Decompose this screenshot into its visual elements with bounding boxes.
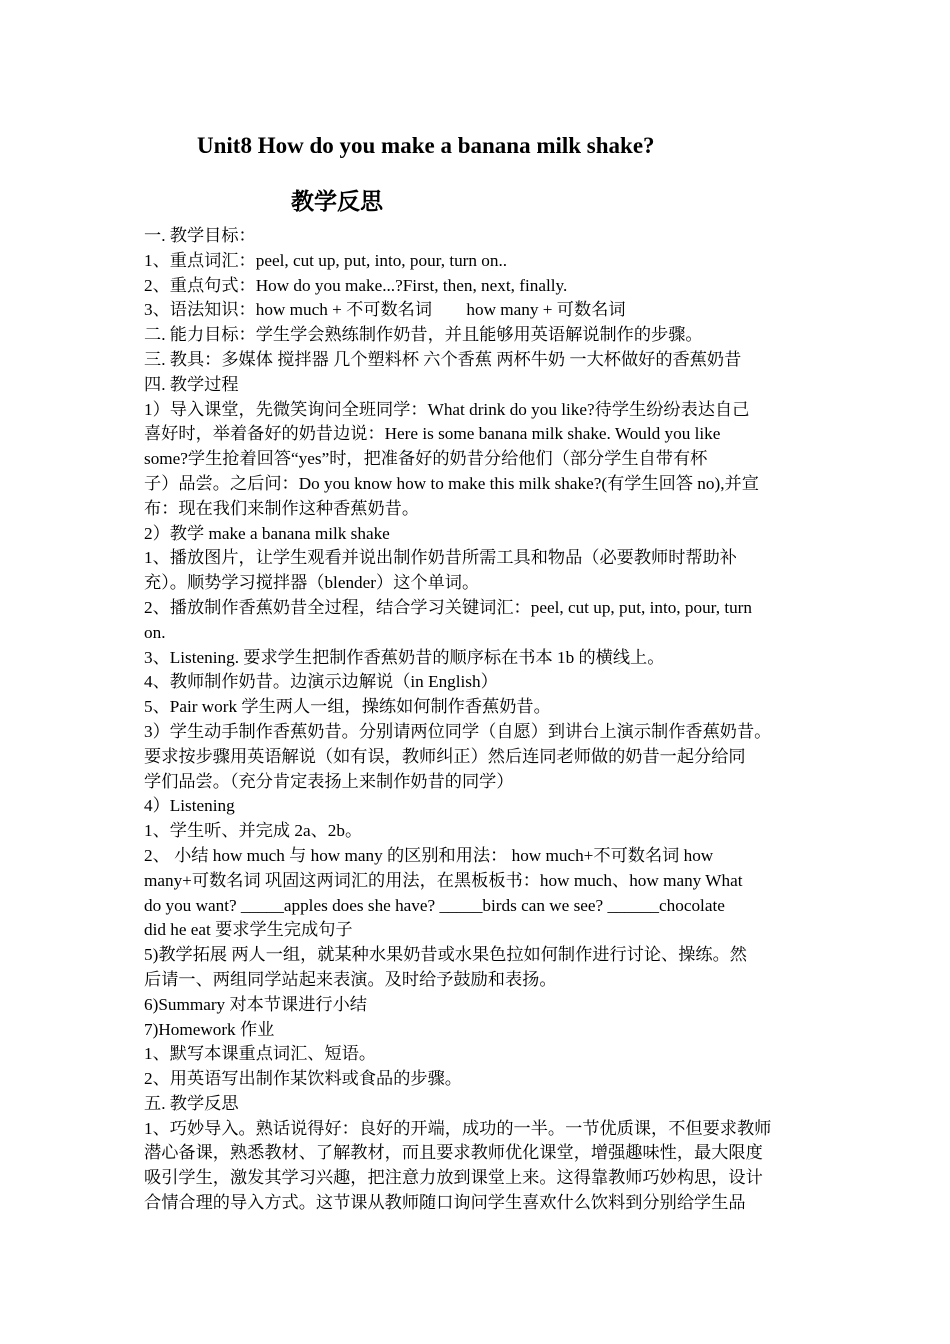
text-line: 2）教学 make a banana milk shake	[144, 523, 390, 543]
text-line: 布：现在我们来制作这种香蕉奶昔。	[144, 498, 420, 518]
text-line: 二. 能力目标：学生学会熟练制作奶昔，并且能够用英语解说制作的步骤。	[144, 325, 703, 345]
text-line: on.	[144, 622, 166, 642]
text-line: 子）品尝。之后问：Do you know how to make this milk shake?(有学生回答 no),并宣	[144, 473, 759, 493]
text-line: 潜心备课，熟悉教材、了解教材，而且要求教师优化课堂，增强趣味性，最大限度	[144, 1143, 763, 1163]
text-line: 2、播放制作香蕉奶昔全过程，结合学习关键词汇：peel, cut up, put, into, pour, turn	[144, 597, 753, 617]
text-line: 五. 教学反思	[144, 1093, 239, 1113]
document-title: Unit8 How do you make a banana milk shake?	[197, 133, 655, 158]
text-line: 一. 教学目标：	[144, 226, 256, 245]
text-line: 要求按步骤用英语解说（如有误，教师纠正）然后连同老师做的奶昔一起分给同	[144, 746, 746, 766]
text-line: 3、语法知识：how much + 不可数名词 how many + 可数名词	[144, 300, 626, 320]
text-line: 2、重点句式：How do you make...?First, then, next, finally.	[144, 275, 568, 295]
text-line: 5)教学拓展 两人一组，就某种水果奶昔或水果色拉如何制作进行讨论、操练。然	[144, 945, 747, 965]
text-line: 2、 小结 how much 与 how many 的区别和用法： how much+不可数名词 how	[144, 845, 714, 865]
text-line: 5、Pair work 学生两人一组，操练如何制作香蕉奶昔。	[144, 697, 551, 717]
text-line: 3）学生动手制作香蕉奶昔。分别请两位同学（自愿）到讲台上演示制作香蕉奶昔。	[144, 721, 772, 741]
text-line: do you want? _____apples does she have? _____birds can we see? ______chocolate	[144, 895, 725, 915]
text-line: 3、Listening. 要求学生把制作香蕉奶昔的顺序标在书本 1b 的横线上。	[144, 647, 665, 667]
text-line: 三. 教具：多媒体 搅拌器 几个塑料杯 六个香蕉 两杯牛奶 一大杯做好的香蕉奶昔	[144, 349, 742, 369]
text-line: 1、默写本课重点词汇、短语。	[144, 1044, 377, 1064]
text-line: 充）。顺势学习搅拌器（blender）这个单词。	[144, 573, 480, 593]
text-line: 合情合理的导入方式。这节课从教师随口询问学生喜欢什么饮料到分别给学生品	[144, 1193, 746, 1213]
text-line: 1、播放图片，让学生观看并说出制作奶昔所需工具和物品（必要教师时帮助补	[144, 548, 737, 568]
text-line: 后请一、两组同学站起来表演。及时给予鼓励和表扬。	[144, 969, 557, 989]
text-line: 1、巧妙导入。熟话说得好：良好的开端，成功的一半。一节优质课，不但要求教师	[144, 1118, 772, 1138]
text-line: 7)Homework 作业	[144, 1019, 275, 1039]
text-line: did he eat 要求学生完成句子	[144, 920, 353, 940]
text-line: 6)Summary 对本节课进行小结	[144, 994, 367, 1014]
text-line: 吸引学生，激发其学习兴趣，把注意力放到课堂上来。这得靠教师巧妙构思，设计	[144, 1168, 763, 1188]
text-line: 四. 教学过程	[144, 374, 239, 394]
text-line: many+可数名词 巩固这两词汇的用法，在黑板板书：how much、how many What	[144, 870, 743, 890]
text-line: 4、教师制作奶昔。边演示边解说（in English）	[144, 672, 498, 692]
text-line: 学们品尝。（充分肯定表扬上来制作奶昔的同学）	[144, 771, 514, 791]
text-line: 1、重点词汇：peel, cut up, put, into, pour, turn on..	[144, 250, 508, 270]
document-subtitle: 教学反思	[291, 189, 383, 215]
text-line: 1）导入课堂，先微笑询问全班同学：What drink do you like?待学生纷纷表达自己	[144, 399, 750, 419]
document-body	[144, 224, 809, 1216]
text-line: 4）Listening	[144, 796, 235, 816]
text-line: 1、学生听、并完成 2a、2b。	[144, 821, 363, 841]
text-line: 2、用英语写出制作某饮料或食品的步骤。	[144, 1069, 462, 1089]
text-line: some?学生抢着回答“yes”时，把准备好的奶昔分给他们（部分学生自带有杯	[144, 449, 708, 469]
text-line: 喜好时，举着备好的奶昔边说：Here is some banana milk shake. Would you like	[144, 424, 721, 444]
